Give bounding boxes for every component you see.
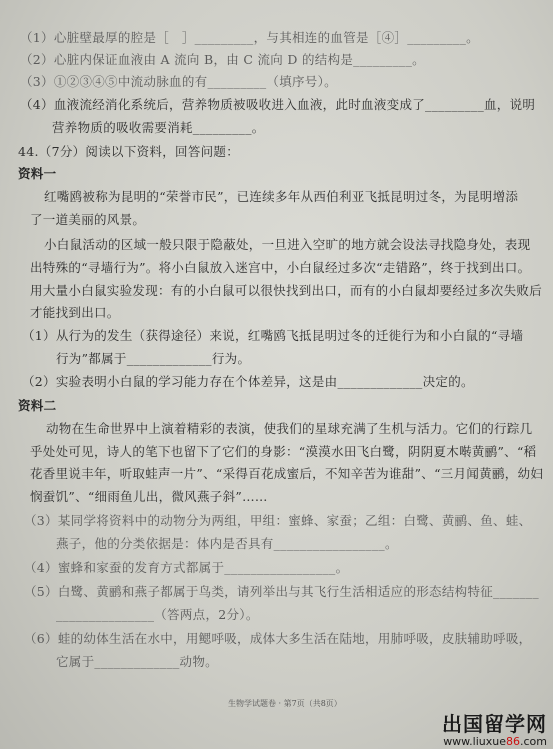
q44-1: （1）从行为的发生（获得途径）来说，红嘴鸥飞抵昆明过冬的迁徙行为和小白鼠的“寻墙 (22, 328, 524, 343)
q44-1-cont: 行为”都属于_____________行为。 (56, 351, 251, 366)
watermark-logo (442, 708, 547, 748)
material-2-l4: 悯蚕饥”、“细雨鱼儿出，微风燕子斜”…… (30, 489, 268, 504)
watermark-url: www.liuxue86.com (443, 735, 547, 748)
q44-6: （6）蛙的幼体生活在水中，用鳃呼吸，成体大多生活在陆地，用肺呼吸，皮肤辅助呼吸， (24, 631, 532, 646)
q43-1: （1）心脏壁最厚的腔是［ ］_________，与其相连的血管是［④］_________。 (20, 30, 479, 45)
q44-5: （5）白鹭、黄鹂和燕子都属于鸟类，请列举出与其飞行生活相适应的形态结构特征_______ (24, 584, 539, 599)
q44-3: （3）某同学将资料中的动物分为两组，甲组：蜜蜂、家蚕；乙组：白鹭、黄鹂、鱼、蛙、 (24, 513, 532, 528)
material-1-para1-l2: 了一道美丽的风景。 (30, 212, 146, 227)
q44-heading: 44.（7分）阅读以下资料，回答问题： (18, 144, 240, 159)
material-1-para2-l2: 出特殊的“寻墙行为”。将小白鼠放入迷宫中，小白鼠经过多次“走错路”，终于找到出口。 (30, 260, 531, 275)
q43-2: （2）心脏内保证血液由 A 流向 B，由 C 流向 D 的结构是_________。 (20, 52, 425, 67)
watermark-title: 出国留学网 (442, 712, 547, 736)
page-footer: 生物学试题卷 · 第7页（共8页） (228, 699, 342, 708)
material-2-l1: 动物在生命世界中上演着精彩的表演，使我们的星球充满了生机与活力。它们的行踪几 (46, 421, 533, 436)
q43-4-cont: 营养物质的吸收需要消耗_________。 (52, 120, 265, 135)
q44-5-cont: _______________（答两点，2分）。 (56, 607, 259, 622)
q44-4: （4）蜜蜂和家蚕的发育方式都属于_________________。 (24, 560, 349, 575)
material-2-l2: 乎处处可见，诗人的笔下也留下了它们的身影：“漠漠水田飞白鹭，阴阴夏木啭黄鹂”、“稻 (30, 444, 537, 459)
q44-3-cont: 燕子，他的分类依据是：体内是否具有_________________。 (56, 536, 398, 551)
material-2-title: 资料二 (18, 398, 57, 413)
material-2-l3: 花香里说丰年，听取蛙声一片”、“采得百花成蜜后，不知辛苦为谁甜”、“三月闻黄鹂，幼妇 (30, 466, 544, 481)
material-1-para2-l4: 才能找到出口。 (30, 305, 120, 320)
material-1-para1-l1: 红嘴鸥被称为昆明的“荣誉市民”，已连续多年从西伯利亚飞抵昆明过冬，为昆明增添 (44, 189, 519, 204)
material-1-title: 资料一 (18, 166, 57, 181)
q43-3: （3）①②③④⑤中流动脉血的有_________（填序号）。 (20, 74, 337, 89)
material-1-para2-l1: 小白鼠活动的区域一般只限于隐蔽处，一旦进入空旷的地方就会设法寻找隐身处，表现 (44, 237, 531, 252)
material-1-para2-l3: 用大量小白鼠实验发现：有的小白鼠可以很快找到出口，而有的小白鼠却要经过多次失败后 (30, 283, 543, 298)
q44-2: （2）实验表明小白鼠的学习能力存在个体差异，这是由_____________决定的。 (22, 374, 474, 389)
q43-4: （4）血液流经消化系统后，营养物质被吸收进入血液，此时血液变成了_________血，说明 (20, 97, 536, 112)
q44-6-cont: 它属于_____________动物。 (56, 654, 218, 669)
